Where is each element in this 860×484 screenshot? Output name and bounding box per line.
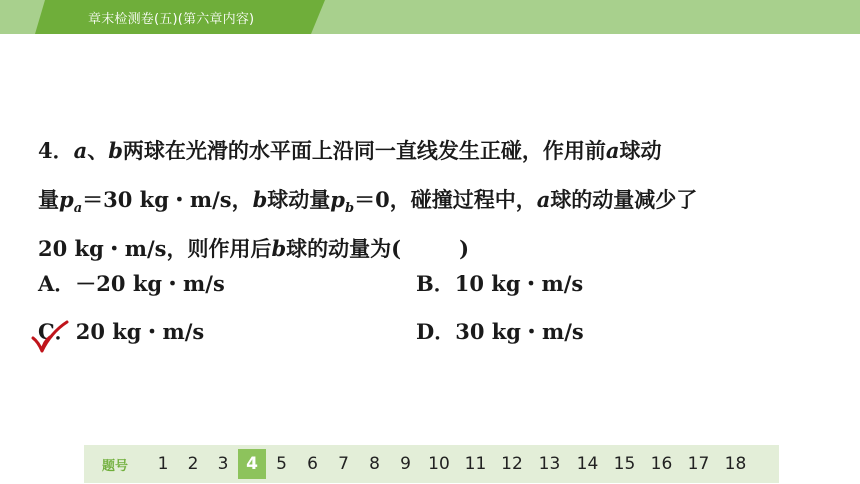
nav-item-13[interactable]: 13 bbox=[538, 454, 561, 474]
question-text bbox=[38, 126, 838, 273]
question-line-3: 20 kg・m/s，则作用后b球的动量为( ) bbox=[38, 236, 470, 261]
option-a[interactable]: A．－20 kg・m/s bbox=[38, 271, 225, 296]
answer-check-icon bbox=[30, 318, 70, 356]
nav-item-18[interactable]: 18 bbox=[724, 454, 747, 474]
question-nav bbox=[84, 445, 779, 483]
nav-item-15[interactable]: 15 bbox=[613, 454, 636, 474]
nav-item-7[interactable]: 7 bbox=[338, 454, 349, 474]
nav-item-14[interactable]: 14 bbox=[576, 454, 599, 474]
option-b[interactable]: B．10 kg・m/s bbox=[416, 271, 584, 296]
nav-item-17[interactable]: 17 bbox=[687, 454, 710, 474]
option-d[interactable]: D．30 kg・m/s bbox=[416, 319, 584, 344]
nav-item-2[interactable]: 2 bbox=[187, 454, 199, 474]
nav-label: 题号 bbox=[102, 459, 129, 474]
option-c[interactable]: C．20 kg・m/s bbox=[38, 319, 205, 344]
nav-item-9[interactable]: 9 bbox=[400, 454, 411, 474]
nav-item-6[interactable]: 6 bbox=[307, 454, 318, 474]
nav-item-12[interactable]: 12 bbox=[501, 454, 523, 474]
nav-item-5[interactable]: 5 bbox=[276, 454, 287, 474]
nav-item-1[interactable]: 1 bbox=[157, 454, 169, 474]
nav-item-11[interactable]: 11 bbox=[464, 454, 487, 474]
question-line-2: 量$p_a=30$ kg・m/s，b球动量$p_b=0$，碰撞过程中，a球的动量减少了 bbox=[38, 187, 698, 216]
nav-item-4[interactable]: 4 bbox=[238, 449, 266, 479]
question-line-1: 4．a、b两球在光滑的水平面上沿同一直线发生正碰，作用前a球动 bbox=[38, 138, 662, 163]
page-title: 章末检测卷(五)(第六章内容) bbox=[88, 12, 255, 27]
nav-item-8[interactable]: 8 bbox=[369, 454, 380, 474]
nav-item-3[interactable]: 3 bbox=[217, 454, 229, 474]
nav-item-10[interactable]: 10 bbox=[428, 454, 450, 474]
nav-items bbox=[148, 445, 754, 483]
nav-item-16[interactable]: 16 bbox=[650, 454, 673, 474]
